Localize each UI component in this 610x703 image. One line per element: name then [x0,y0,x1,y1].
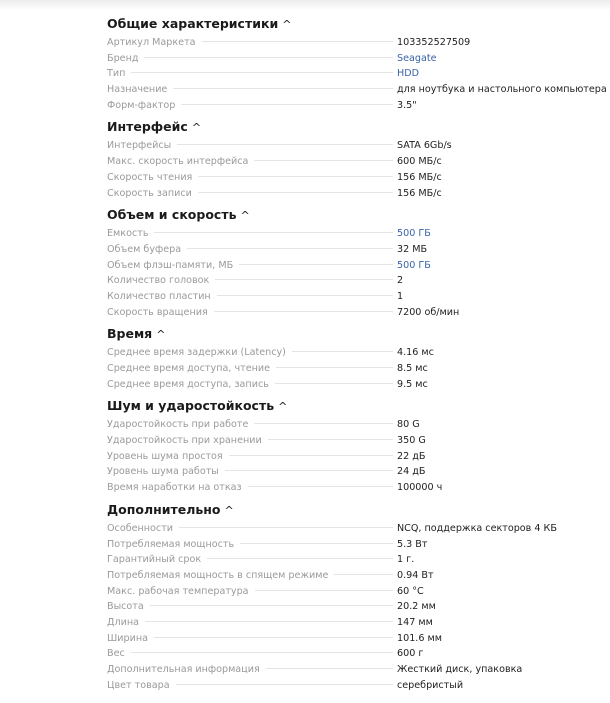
section-title: Общие характеристики [107,16,279,31]
spec-value: 147 мм [397,616,433,628]
spec-label: Потребляемая мощность в спящем режиме [107,569,329,581]
dotted-leader [179,527,393,528]
spec-label: Макс. рабочая температура [107,585,249,597]
spec-row [107,361,597,377]
spec-value: серебристый [397,679,464,691]
spec-row [107,345,597,361]
spec-label: Скорость чтения [107,171,193,183]
spec-value: 156 МБ/с [397,187,442,199]
spec-row [107,449,597,465]
spec-row [107,417,597,433]
spec-row [107,464,597,480]
spec-row [107,273,597,289]
dotted-leader [248,486,393,487]
spec-value: 600 г [397,648,424,660]
spec-label: Особенности [107,522,174,534]
dotted-leader [240,543,393,544]
spec-row [107,66,597,82]
spec-label: Интерфейсы [107,140,172,152]
dotted-leader [254,423,393,424]
dotted-leader [198,176,393,177]
spec-row [107,646,597,662]
spec-label: Цвет товара [107,679,170,691]
spec-label: Скорость записи [107,187,192,199]
spec-value: 22 дБ [397,450,426,462]
spec-label: Макс. скорость интерфейса [107,156,249,168]
spec-value: 8.5 мс [397,363,428,374]
spec-value: 350 G [397,435,426,447]
spec-value: 7200 об/мин [397,306,460,318]
dotted-leader [131,652,393,653]
spec-label: Гарантийный срок [107,554,202,566]
dotted-leader [176,684,393,685]
dotted-leader [131,72,393,73]
spec-label: Количество пластин [107,290,211,302]
spec-value: 600 МБ/с [397,156,442,168]
spec-row [107,480,597,496]
spec-row [107,305,597,321]
spec-row [107,552,597,568]
spec-row [107,51,597,67]
dotted-leader [154,637,393,638]
spec-row [107,615,597,631]
spec-value: 1 г. [397,554,415,566]
spec-label: Длина [107,616,140,628]
spec-row [107,226,597,242]
spec-value: SATA 6Gb/s [397,140,452,152]
spec-value: Жесткий диск, упаковка [397,664,523,675]
dotted-leader [177,144,393,145]
dotted-leader [254,160,393,161]
chevron-up-icon[interactable]: ^ [282,18,292,31]
spec-row [107,521,597,537]
spec-row [107,138,597,154]
dotted-leader [276,367,393,368]
spec-value: 20.2 мм [397,601,436,613]
dotted-leader [207,558,393,559]
dotted-leader [187,248,393,249]
spec-label: Объем флэш-памяти, МБ [107,259,234,271]
section-header[interactable] [107,204,597,226]
spec-label: Потребляемая мощность [107,538,235,550]
spec-value: 5.3 Вт [397,538,428,550]
section-title: Интерфейс [107,119,188,135]
spec-row [107,537,597,553]
spec-row [107,154,597,170]
spec-label: Скорость вращения [107,306,208,318]
spec-row [107,631,597,647]
spec-label: Ударостойкость при работе [107,419,249,431]
dotted-leader [229,455,393,456]
spec-row [107,584,597,600]
spec-value-link[interactable]: 500 ГБ [397,259,431,271]
spec-row [107,170,597,186]
spec-value: NCQ, поддержка секторов 4 КБ [397,522,557,534]
spec-value: 32 МБ [397,243,428,255]
spec-label: Время наработки на отказ [107,482,242,494]
spec-row [107,289,597,305]
spec-value: 156 МБ/с [397,171,442,183]
spec-label: Бренд [107,52,139,64]
section-header[interactable] [107,13,597,35]
spec-label: Количество головок [107,275,210,287]
spec-label: Среднее время доступа, чтение [107,363,271,374]
spec-value: 1 [397,290,404,302]
spec-value: 24 дБ [397,466,426,478]
spec-value-link[interactable]: HDD [397,68,419,80]
spec-label: Ширина [107,632,148,644]
dotted-leader [334,574,393,575]
section-title: Дополнительно [107,501,221,517]
dotted-leader [215,279,393,280]
spec-label: Ударостойкость при хранении [107,435,262,447]
spec-value-link[interactable]: Seagate [397,52,437,64]
spec-value: 9.5 мс [397,378,428,390]
chevron-up-icon[interactable]: ^ [156,328,166,342]
spec-row [107,186,597,202]
dotted-leader [266,668,393,669]
spec-row [107,433,597,449]
spec-label: Высота [107,601,144,613]
dotted-leader [292,351,393,352]
spec-value: 101.6 мм [397,632,442,644]
dotted-leader [154,232,393,233]
spec-label: Объем буфера [107,243,182,255]
dotted-leader [217,295,393,296]
dotted-leader [268,439,393,440]
dotted-leader [214,311,393,312]
dotted-leader [181,104,393,105]
spec-row [107,82,607,98]
top-shadow [0,0,610,10]
dotted-leader [202,41,393,42]
section-header[interactable] [107,116,597,138]
spec-value: для ноутбука и настольного компьютера [397,84,607,96]
dotted-leader [198,192,393,193]
dotted-leader [239,264,393,265]
spec-row [107,35,597,51]
spec-label: Вес [107,648,125,660]
spec-label: Тип [107,68,126,80]
section-title: Время [107,326,153,342]
spec-value: 3.5" [397,99,417,111]
spec-row [107,678,597,694]
spec-label: Назначение [107,84,168,96]
spec-value: 0.94 Вт [397,569,434,581]
section-header[interactable] [107,395,597,417]
spec-row [107,662,597,678]
spec-value: 4.16 мс [397,347,434,359]
spec-label: Артикул Маркета [107,37,196,48]
dotted-leader [225,470,393,471]
dotted-leader [150,605,393,606]
spec-row [107,242,597,258]
chevron-up-icon[interactable]: ^ [191,121,202,135]
specifications-list [107,12,607,695]
spec-value: 60 °C [397,585,424,597]
spec-label: Емкость [107,228,149,240]
dotted-leader [145,621,393,622]
spec-value: 103352527509 [397,37,471,48]
chevron-up-icon[interactable]: ^ [240,209,250,223]
spec-value-link[interactable]: 500 ГБ [397,228,431,240]
chevron-up-icon[interactable]: ^ [278,400,288,414]
dotted-leader [255,590,393,591]
spec-value: 2 [397,275,404,287]
spec-row [107,258,597,274]
dotted-leader [144,57,393,58]
section-title: Шум и ударостойкость [107,398,275,414]
spec-label: Среднее время задержки (Latency) [107,347,286,359]
spec-row [107,599,597,615]
spec-row [107,377,597,393]
spec-label: Среднее время доступа, запись [107,378,269,390]
spec-label: Уровень шума работы [107,466,219,478]
spec-value: 100000 ч [397,482,443,494]
spec-label: Уровень шума простоя [107,450,223,462]
dotted-leader [275,383,393,384]
spec-value: 80 G [397,419,420,431]
section-title: Объем и скорость [107,207,237,223]
spec-label: Дополнительная информация [107,664,260,675]
spec-label: Форм-фактор [107,99,176,111]
cut-off-footer-text [107,692,110,703]
chevron-up-icon[interactable]: ^ [224,503,234,517]
spec-row [107,98,597,114]
section-header[interactable] [107,323,597,345]
dotted-leader [173,88,393,89]
spec-row [107,568,597,584]
section-header[interactable] [107,499,597,521]
